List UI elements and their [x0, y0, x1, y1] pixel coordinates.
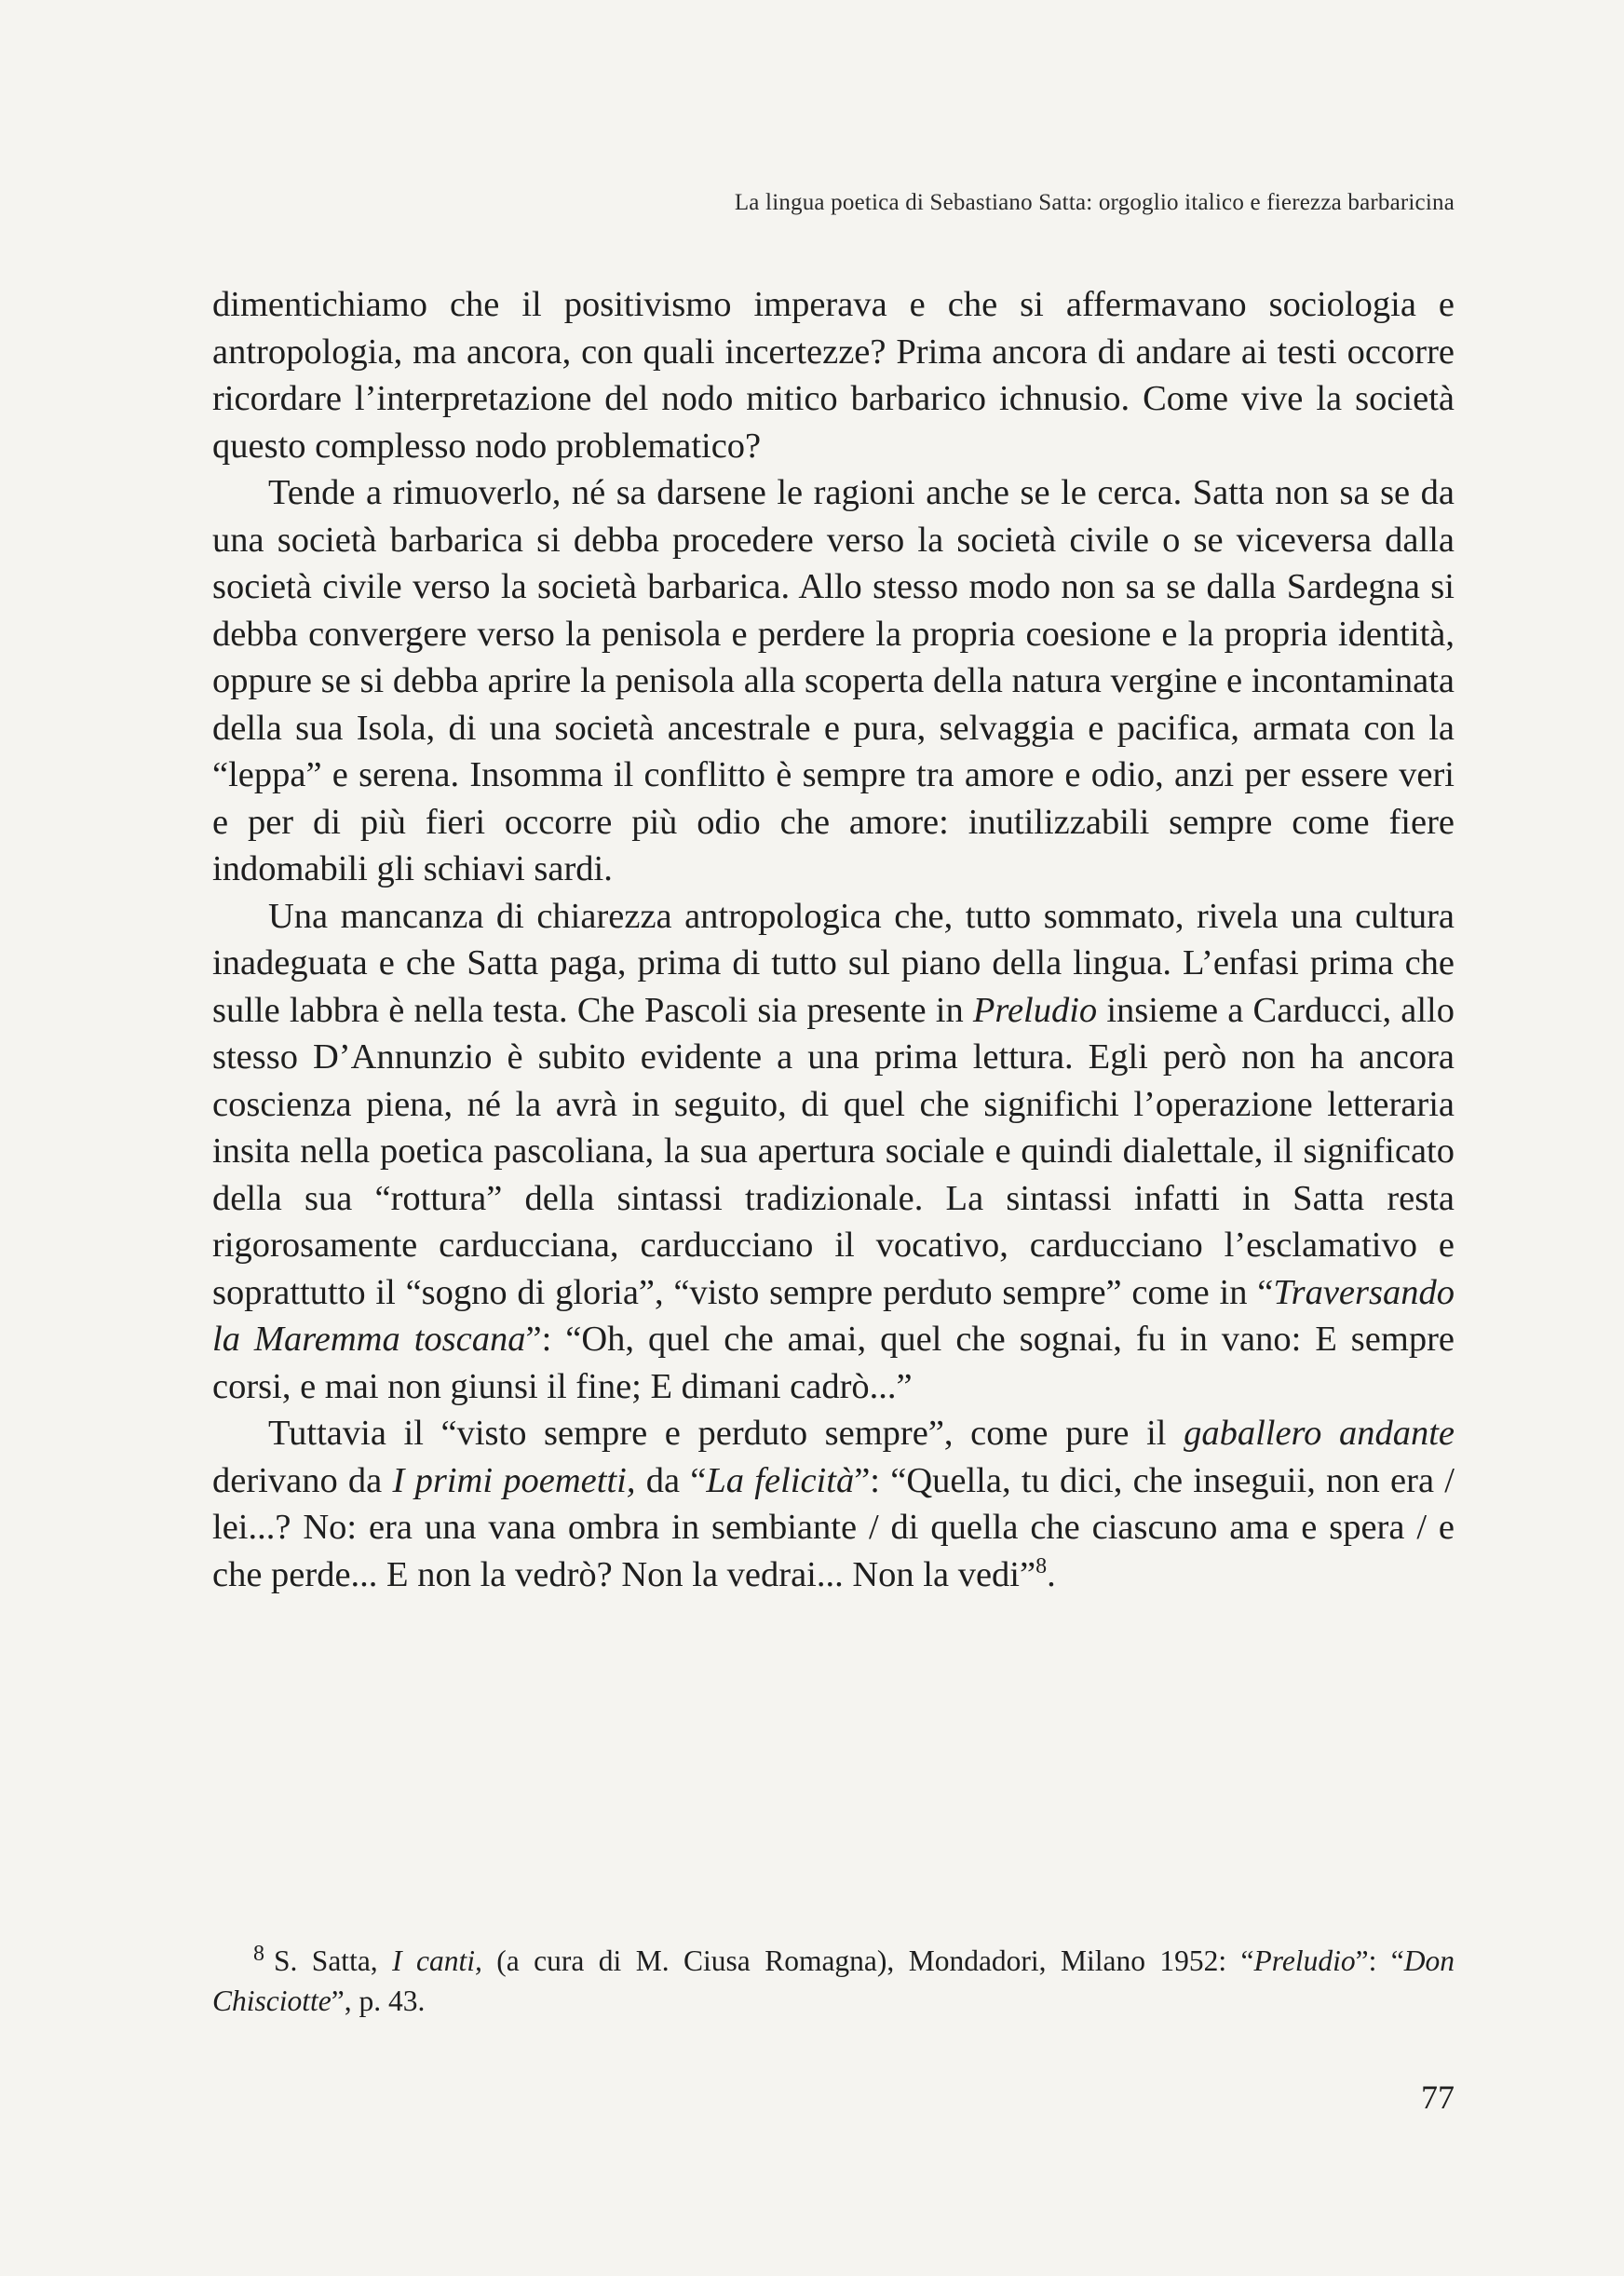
page-number: 77	[1421, 2079, 1455, 2116]
paragraph-3-title-traversando: Traversando la Maremma toscana	[212, 1272, 1455, 1359]
paragraph-3-text-c: ”: “Oh, quel che amai, quel che sognai, fu in vano: E sempre corsi, e mai non giunsi il fine; E dimani cadrò...”	[212, 1320, 1455, 1406]
paragraph-4-text-b: derivano da	[212, 1460, 393, 1500]
footnote-text-a: S. Satta,	[274, 1944, 393, 1977]
footnote-text-c: ”: “	[1355, 1944, 1404, 1977]
paragraph-3	[212, 893, 1455, 1411]
footnote-reference[interactable]: 8	[1035, 1553, 1048, 1578]
footnote-text-b: (a cura di M. Ciusa Romagna), Mondadori, Milano 1952: “	[481, 1944, 1254, 1977]
footnote-title-preludio: Preludio	[1253, 1944, 1356, 1977]
footnote-title-canti: I canti,	[392, 1944, 482, 1977]
paragraph-4-felicita: La felicità	[706, 1460, 855, 1500]
footnote-title-don-chisciotte: Don Chisciotte	[212, 1944, 1455, 2017]
body-text	[212, 281, 1455, 1598]
footnote-text-d: ”, p. 43.	[331, 1985, 426, 2017]
running-header: La lingua poetica di Sebastiano Satta: orgoglio italico e fierezza barbaricina	[734, 190, 1455, 215]
paragraph-4-text-c: da “	[635, 1460, 707, 1500]
footnote-8	[212, 1941, 1455, 2021]
paragraph-4-text-a: Tuttavia il “visto sempre e perduto sempre”, come pure il	[268, 1414, 1184, 1453]
paragraph-3-text-a: Una mancanza di chiarezza antropologica che, tutto sommato, rivela una cultura inadeguata e che Satta paga, prima di tutto sul piano della lingua. L’enfasi prima che sulle labbra è nella testa. Che Pascoli sia presente in	[212, 896, 1455, 1030]
paragraph-4-text-d: ”: “Quella, tu dici, che inseguii, non era / lei...? No: era una vana ombra in sembiante / di quella che ciascuno ama e spera / e che perde... E non la vedrò? Non la vedrai... Non la vedi”	[212, 1460, 1455, 1594]
paragraph-3-text-b: insieme a Carducci, allo stesso D’Annunzio è subito evidente a una prima lettura. Egli però non ha ancora coscienza piena, né la avrà in seguito, di quel che significhi l’operazione letteraria insita nella poetica pascoliana, la sua apertura sociale e quindi dialettale, il significato della sua “rottura” della sintassi tradizionale. La sintassi infatti in Satta resta rigorosamente carducciana, carducciano il vocativo, carducciano l’esclamativo e soprattutto il “sogno di gloria”, “visto sempre perduto sempre” come in “	[212, 990, 1455, 1312]
paragraph-4	[212, 1410, 1455, 1598]
footnote-number: 8	[253, 1941, 264, 1966]
paragraph-2: Tende a rimuoverlo, né sa darsene le ragioni anche se le cerca. Satta non sa se da una società barbarica si debba procedere verso la società civile o se viceversa dalla società civile verso la società barbarica. Allo stesso modo non sa se dalla Sardegna si debba convergere verso la penisola e perdere la propria coesione e la propria identità, oppure se si debba aprire la penisola alla scoperta della natura vergine e incontaminata della sua Isola, di una società ancestrale e pura, selvaggia e pacifica, armata con la “leppa” e serena. Insomma il conflitto è sempre tra amore e odio, anzi per essere veri e per di più fieri occorre più odio che amore: inutilizzabili sempre come fiere indomabili gli schiavi sardi.	[212, 473, 1455, 888]
paragraph-4-text-e: .	[1047, 1554, 1056, 1594]
paragraph-4-gaballero: gaballero andante	[1184, 1414, 1455, 1453]
footnote	[212, 1941, 1455, 2021]
paragraph-1: dimentichiamo che il positivismo imperava e che si affermavano sociologia e antropologia, ma ancora, con quali incertezze? Prima ancora di andare ai testi occorre ricordare l’interpretazione del nodo mitico barbarico ichnusio. Come vive la società questo complesso nodo problematico?	[212, 285, 1455, 466]
paragraph-4-primi-poemetti: I primi poemetti,	[392, 1460, 636, 1500]
paragraph-3-title-preludio: Preludio	[972, 990, 1098, 1030]
